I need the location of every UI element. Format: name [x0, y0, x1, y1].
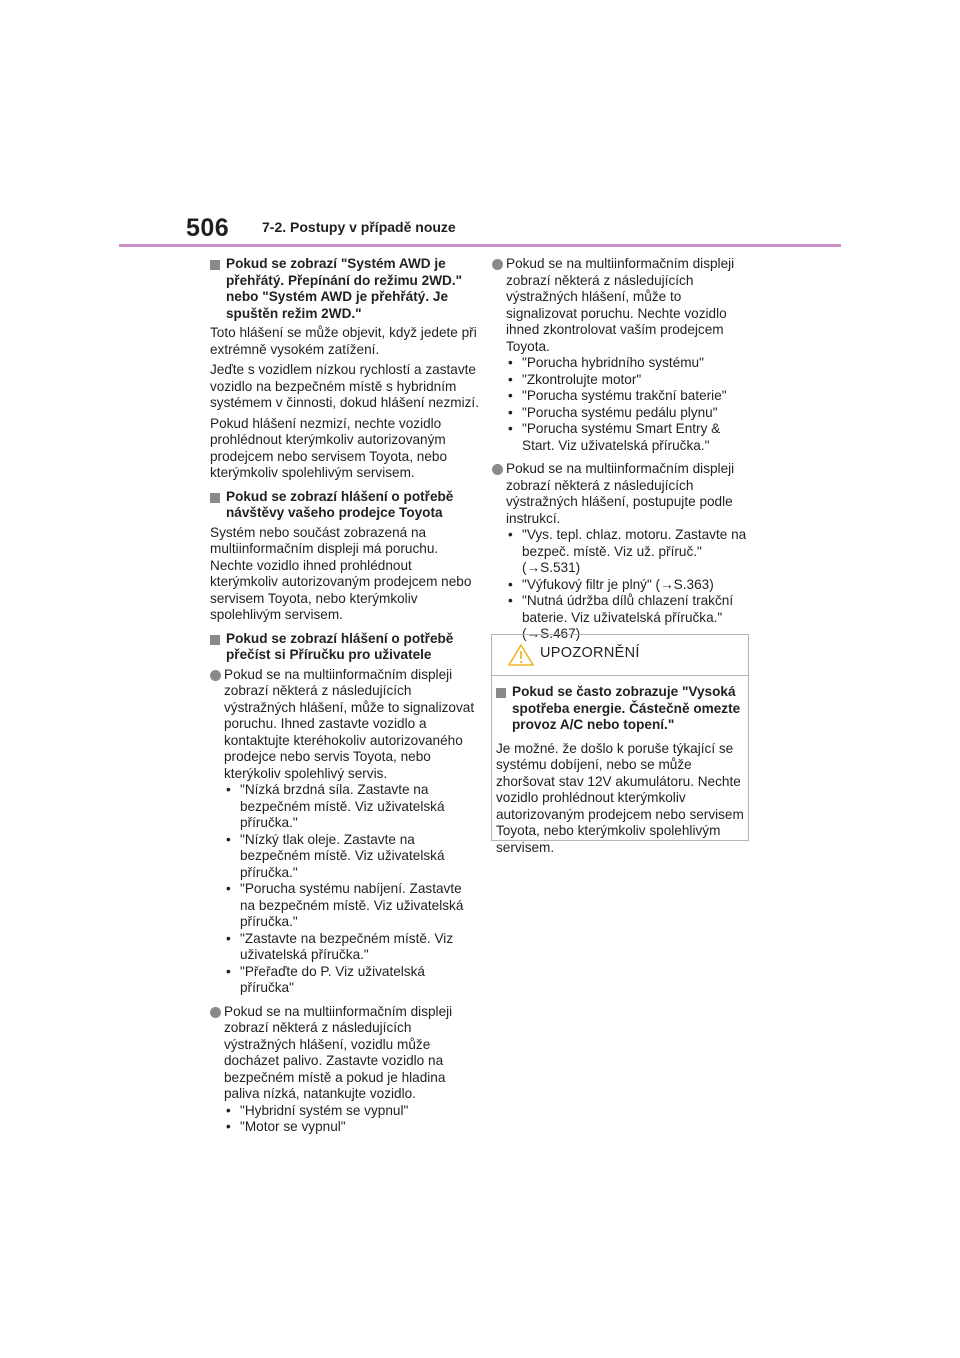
list-item: • "Nízká brzdná síla. Zastavte na bezpečném místě. Viz uživatelská příručka.": [224, 782, 480, 832]
page-number: 506: [186, 214, 230, 242]
warning-box: [491, 634, 749, 855]
section-heading: Pokud se zobrazí hlášení o potřebě návštěvy vašeho prodejce Toyota: [210, 489, 480, 522]
section-read-manual: [210, 631, 480, 1136]
list-item: • "Přeřaďte do P. Viz uživatelská příručka": [224, 964, 480, 997]
warning-heading: Pokud se často zobrazuje "Vysoká spotřeba energie. Částečně omezte provoz A/C nebo topení.": [496, 684, 744, 734]
list-item: • "Porucha hybridního systému": [506, 355, 754, 372]
warning-body: [492, 676, 748, 856]
paragraph: Pokud hlášení nezmizí, nechte vozidlo prohlédnout kterýmkoliv autorizovaným prodejcem nebo servisem Toyota, nebo kterýmkoliv spolehlivým servisem.: [210, 415, 448, 480]
list-item: • "Motor se vypnul": [224, 1119, 480, 1136]
list-item: • "Zkontrolujte motor": [506, 372, 754, 389]
circle-bullet-icon: [210, 670, 221, 681]
list-item: • "Nízký tlak oleje. Zastavte na bezpečném místě. Viz uživatelská příručka.": [224, 832, 480, 882]
list-item: • "Vys. tepl. chlaz. motoru. Zastavte na bezpeč. místě. Viz už. příruč." (→S.531): [506, 527, 754, 577]
circle-bullet-icon: [210, 1007, 221, 1018]
list-item: • "Porucha systému Smart Entry & Start. Viz uživatelská příručka.": [506, 421, 754, 454]
message-list: [506, 527, 754, 643]
square-bullet-icon: [210, 260, 220, 270]
square-bullet-icon: [210, 635, 220, 645]
warning-triangle-icon: [508, 644, 534, 666]
chapter-title: 7-2. Postupy v případě nouze: [262, 219, 456, 235]
circle-bullet-item: Pokud se na multiinformačním displeji zobrazí některá z následujících výstražných hlášení, vozidlu může docházet palivo. Zastavte vozidlo na bezpečném místě a pokud je hladina paliva nízká, natankujte vozidlo. • "Hybridní systém se vypnul" • "Motor se vypnul": [210, 1004, 480, 1136]
left-column: [210, 256, 480, 1143]
list-item: • "Nutná údržba dílů chlazení trakční baterie. Viz uživatelská příručka." (→S.467): [506, 593, 754, 643]
message-list: [506, 355, 754, 454]
message-list: [224, 1103, 480, 1136]
section-heading: Pokud se zobrazí hlášení o potřebě přečíst si Příručku pro uživatele: [210, 631, 480, 664]
square-bullet-icon: [210, 493, 220, 503]
warning-title: UPOZORNĚNÍ: [540, 645, 640, 661]
warning-text: Je možné. že došlo k poruše týkající se systému dobíjení, nebo se může zhoršovat stav 12V akumulátoru. Nechte vozidlo prohlédnout kterýmkoliv autorizovaným prodejcem nebo servisem Toyota, nebo kterýmkoliv spolehlivým servisem.: [496, 740, 744, 855]
circle-bullet-item: Pokud se na multiinformačním displeji zobrazí některá z následujících výstražných hlášení, může to signalizovat poruchu. Ihned zastavte vozidlo a kontaktujte kteréhokoliv autorizovaného prodejce nebo servis Toyota, nebo kterýkoliv spolehlivý servis. • "Nízká brzdná síla. Zastavte na bezpečném místě. Viz uživatelská příručka." • "Nízký tlak oleje. Zastavte na bezpečném místě. Viz uživatelská příručka." • "Porucha systému nabíjení. Zastavte na bezpečném místě. Viz uživatelská příručka." • "Zastavte na bezpečném místě. Viz uživatelská příručka." • "Přeřaďte do P. Viz uživatelská příručka": [210, 667, 480, 997]
paragraph: Systém nebo součást zobrazená na multiinformačním displeji má poruchu. Nechte vozidlo ihned prohlédnout kterýmkoliv autorizovaným prodejcem nebo servisem Toyota, nebo kterýmkoliv spolehlivým servisem.: [210, 524, 472, 622]
section-awd-overheat: [210, 256, 480, 482]
list-item: • "Hybridní systém se vypnul": [224, 1103, 480, 1120]
list-item: • "Výfukový filtr je plný" (→S.363): [506, 577, 754, 594]
circle-bullet-icon: [492, 259, 503, 270]
circle-bullet-item: Pokud se na multiinformačním displeji zobrazí některá z následujících výstražných hlášení, postupujte podle instrukcí. • "Vys. tepl. chlaz. motoru. Zastavte na bezpeč. místě. Viz už. příruč." (→S.531) • "Výfukový filtr je plný" (→S.363) • "Nutná údržba dílů chlazení trakční baterie. Viz uživatelská příručka." (→S.467): [492, 461, 754, 643]
list-item: • "Porucha systému trakční baterie": [506, 388, 754, 405]
section-heading: Pokud se zobrazí "Systém AWD je přehřátý. Přepínání do režimu 2WD." nebo "Systém AWD je přehřátý. Je spuštěn režim 2WD.": [210, 256, 480, 322]
paragraph: Jeďte s vozidlem nízkou rychlostí a zastavte vozidlo na bezpečném místě s hybridním systémem v činnosti, dokud hlášení nezmizí.: [210, 362, 479, 410]
warning-header: [492, 635, 748, 676]
message-list: [224, 782, 480, 997]
circle-bullet-icon: [492, 464, 503, 475]
square-bullet-icon: [496, 688, 506, 698]
circle-bullet-item: Pokud se na multiinformačním displeji zobrazí některá z následujících výstražných hlášení, může to signalizovat poruchu. Nechte vozidlo ihned zkontrolovat vaším prodejcem Toyota. • "Porucha hybridního systému" • "Zkontrolujte motor" • "Porucha systému trakční baterie" • "Porucha systému pedálu plynu" • "Porucha systému Smart Entry & Start. Viz uživatelská příručka.": [492, 256, 754, 454]
header-rule: [119, 244, 841, 247]
list-item: • "Porucha systému pedálu plynu": [506, 405, 754, 422]
paragraph: Toto hlášení se může objevit, když jedete při extrémně vysokém zatížení.: [210, 325, 477, 357]
right-column: [492, 256, 754, 643]
list-item: • "Porucha systému nabíjení. Zastavte na bezpečném místě. Viz uživatelská příručka.": [224, 881, 480, 931]
list-item: • "Zastavte na bezpečném místě. Viz uživatelská příručka.": [224, 931, 480, 964]
section-visit-dealer: [210, 489, 480, 624]
